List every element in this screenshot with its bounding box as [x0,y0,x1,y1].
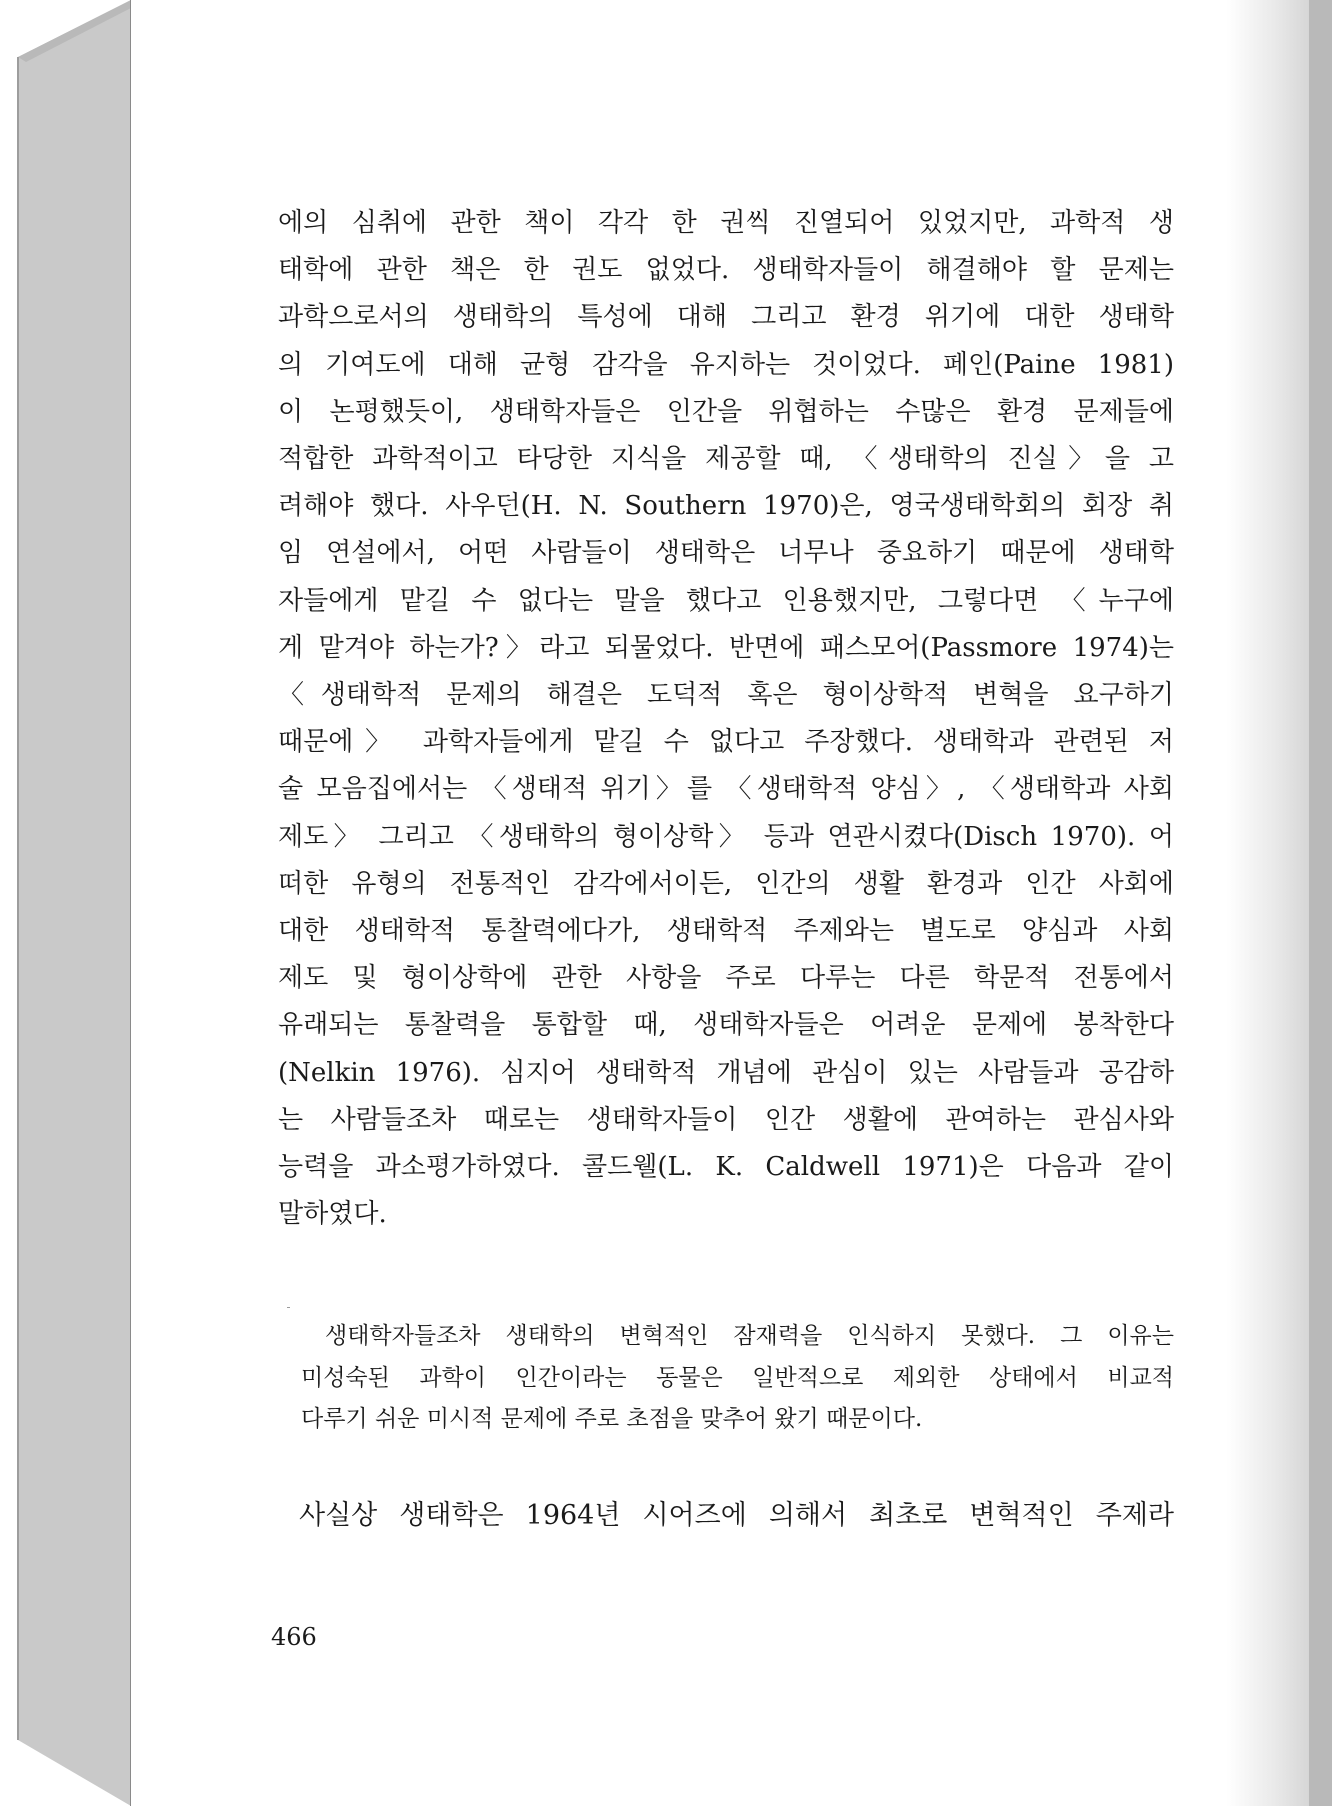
body-line: 떠한 유형의 전통적인 감각에서이든, 인간의 생활 환경과 인간 사회에 [278,868,1174,899]
body-line: 대한 생태학적 통찰력에다가, 생태학적 주제와는 별도로 양심과 사회 [278,916,1174,947]
body-line: 제도〉 그리고 〈생태학의 형이상학〉 등과 연관시켰다(Disch 1970). 어 [278,821,1174,852]
scan-mark [287,1307,290,1308]
body-line: 에의 심취에 관한 책이 각각 한 권씩 진열되어 있었지만, 과학적 생 [278,208,1174,238]
body-line: 의 기여도에 대해 균형 감각을 유지하는 것이었다. 페인(Paine 1981) [278,349,1174,380]
body-line: 태학에 관한 책은 한 권도 없었다. 생태학자들이 해결해야 할 문제는 [278,255,1174,286]
body-line: 이 논평했듯이, 생태학자들은 인간을 위협하는 수많은 환경 문제들에 [278,396,1174,427]
quote-line: 미성숙된 과학이 인간이라는 동물은 일반적으로 제외한 상태에서 비교적 [301,1364,1174,1391]
quote-line: 다루기 쉬운 미시적 문제에 주로 초점을 맞추어 왔기 때문이다. [301,1406,923,1432]
body-line: 적합한 과학적이고 타당한 지식을 제공할 때, 〈생태학의 진실〉을 고 [278,444,1174,475]
body-line: 유래되는 통찰력을 통합할 때, 생태학자들은 어려운 문제에 봉착한다 [278,1010,1174,1041]
body-line: 술 모음집에서는 〈생태적 위기〉를 〈생태학적 양심〉, 〈생태학과 사회 [278,774,1174,805]
body-line: 말하였다. [278,1199,387,1230]
body-line: 제도 및 형이상학에 관한 사항을 주로 다루는 다른 학문적 전통에서 [278,963,1174,994]
body-line: 자들에게 맡길 수 없다는 말을 했다고 인용했지만, 그렇다면 〈누구에 [278,585,1174,616]
body-line: 〈생태학적 문제의 해결은 도덕적 혹은 형이상학적 변혁을 요구하기 [278,680,1174,711]
body-line: 려해야 했다. 사우던(H. N. Southern 1970)은, 영국생태학회의 회장 취 [278,491,1174,522]
body-line: 게 맡겨야 하는가?〉라고 되물었다. 반면에 패스모어(Passmore 1974)는 [278,632,1174,663]
body-line: 때문에〉 과학자들에게 맡길 수 없다고 주장했다. 생태학과 관련된 저 [278,727,1174,758]
body-paragraph [278,200,1174,1238]
block-quote [301,1316,1174,1441]
body-line: 임 연설에서, 어떤 사람들이 생태학은 너무나 중요하기 때문에 생태학 [278,538,1174,569]
book-page [131,0,1309,1806]
page-number: 466 [271,1623,317,1651]
body-line: (Nelkin 1976). 심지어 생태학적 개념에 관심이 있는 사람들과 공감하 [278,1057,1174,1088]
closing-line: 사실상 생태학은 1964년 시어즈에 의해서 최초로 변혁적인 주제라 [299,1500,1174,1531]
body-line: 능력을 과소평가하였다. 콜드웰(L. K. Caldwell 1971)은 다음과 같이 [278,1152,1174,1183]
body-line: 과학으로서의 생태학의 특성에 대해 그리고 환경 위기에 대한 생태학 [278,302,1174,333]
quote-line: 생태학자들조차 생태학의 변혁적인 잠재력을 인식하지 못했다. 그 이유는 [325,1323,1174,1349]
body-line: 는 사람들조차 때로는 생태학자들이 인간 생활에 관여하는 관심사와 [278,1104,1174,1135]
